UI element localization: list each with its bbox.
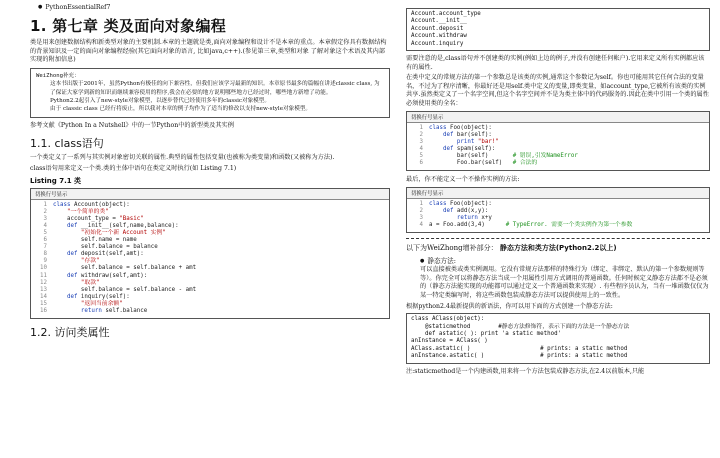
line-number: 6 bbox=[43, 237, 47, 244]
code-line bbox=[407, 208, 709, 215]
line-number: 3 bbox=[43, 215, 47, 222]
code-line bbox=[31, 223, 389, 230]
note-paragraph-3: 由于 classic class 已经行将废止，所以我对本章的例子均作为了适当的修改以支持new-style对象模型。 bbox=[50, 106, 312, 113]
code-text: class Foo(object): bbox=[429, 124, 492, 131]
line-number: 5 bbox=[419, 152, 423, 159]
code-text: def add(x,y): bbox=[429, 207, 489, 214]
right-paragraph-6: 注:staticmethod是一个内建函数,用来将一个方法包装成静态方法,在2.4以前版本,只能 bbox=[406, 367, 645, 375]
line-number: 10 bbox=[40, 265, 47, 272]
line-number: 1 bbox=[43, 201, 47, 208]
line-number: 2 bbox=[419, 131, 423, 138]
note-paragraph-1: 这本书出版于2001年，虽然Python有极佳的向下兼容性，但我们应该学习最新的知识。本章原书最多的篇幅在讲述classic class, 为了保证大家学到新的知识而继续兼容使用的程序,我会在必要的地方说明哪些地方已经过时，哪些地方新增了功能。 bbox=[50, 81, 380, 96]
code-line: anInstance = AClass( ) bbox=[411, 338, 488, 345]
section-1-paragraph-2: class语句用来定义一个类.类的主体中语句在类定义时执行(如 Listing 7.1) bbox=[30, 165, 237, 172]
reference-paragraph: 参考文献《Python In a Nutshell》中的一节Python中的新型类及其实例 bbox=[30, 121, 234, 129]
line-number: 4 bbox=[43, 222, 47, 229]
code-text: def __init__(self,name,balance): bbox=[53, 222, 179, 229]
code-text: a = Foo.add(3,4) # TypeError. 需要一个类实例作为第一个参数 bbox=[429, 222, 633, 229]
note-box bbox=[30, 68, 390, 118]
static-method-bullet: ● 静态方法: bbox=[406, 255, 710, 265]
code-text: def deposit(self,amt): bbox=[53, 251, 144, 258]
code-line: class AClass(object): bbox=[411, 316, 485, 323]
code-block-account-attributes bbox=[406, 8, 710, 51]
code-line bbox=[31, 265, 389, 272]
code-block-foo-bar bbox=[406, 111, 710, 172]
code-text: self.balance = self.balance - amt bbox=[53, 286, 197, 293]
code-line bbox=[31, 244, 389, 251]
line-number: 14 bbox=[40, 293, 47, 300]
toggle-line-numbers-link[interactable]: 切换行号显示 bbox=[407, 188, 709, 199]
code-line bbox=[31, 237, 389, 244]
dashed-separator bbox=[406, 238, 710, 239]
line-number: 13 bbox=[40, 286, 47, 293]
code-line bbox=[31, 258, 389, 265]
code-line bbox=[31, 280, 389, 287]
line-number: 3 bbox=[419, 138, 423, 145]
code-text: "存款" bbox=[53, 258, 100, 265]
code-line bbox=[407, 215, 709, 222]
code-line bbox=[407, 222, 709, 229]
line-number: 15 bbox=[40, 300, 47, 307]
code-line: Account.inquiry bbox=[411, 40, 464, 47]
code-line bbox=[407, 201, 709, 208]
code-line bbox=[407, 139, 709, 146]
code-line: @staticmethod #静态方法修饰符，表示下面的方法是一个静态方法 bbox=[411, 323, 630, 330]
supplement-heading-prefix: 以下为WeiZhong增补部分： bbox=[406, 244, 498, 253]
code-text: def bar(self): bbox=[429, 131, 492, 138]
right-paragraph-5: 根据python2.4最新提供的新语法，你可以用下面的方式创建一个静态方法: bbox=[406, 302, 613, 310]
chapter-title: 1. 第七章 类及面向对象编程 bbox=[30, 17, 227, 35]
code-line bbox=[31, 287, 389, 294]
code-line: Account.account_type bbox=[411, 11, 481, 17]
toggle-line-numbers-link[interactable]: 切换行号显示 bbox=[407, 112, 709, 123]
code-line bbox=[407, 153, 709, 160]
right-paragraph-3: 最后，你不能定义一个不操作实例的方法: bbox=[406, 176, 520, 184]
code-block-static-method bbox=[406, 313, 710, 363]
code-line: Account.__init__ bbox=[411, 18, 467, 25]
code-line bbox=[407, 132, 709, 139]
supplement-heading-title: 静态方法和类方法(Python2.2以上) bbox=[499, 244, 617, 253]
code-block-foo-add bbox=[406, 187, 710, 233]
code-line bbox=[407, 146, 709, 153]
code-line bbox=[31, 216, 389, 223]
right-paragraph-4: 可以直接被类或类实例调用。它没有常规方法那样的特殊行为（绑定、非绑定、默认的第一个参数规则等等）。你完全可以将静态方法当成一个用属性引用方式调用的普通函数。任何时候定义静态方法都不是必须的（静态方法能实现的功能都可以通过定义一个普通函数来实现）. 有些程序员认为，当有一堆函数仅仅为某一特定类编写时，将这些函数包装成静态方法可以提供使用上的一致性。 bbox=[420, 266, 709, 299]
code-line bbox=[407, 160, 709, 167]
code-body bbox=[31, 200, 389, 319]
line-number: 2 bbox=[419, 207, 423, 214]
code-text: "取款" bbox=[53, 279, 100, 286]
code-text: bar(self) # 错误,引发NameError bbox=[429, 152, 578, 159]
code-line bbox=[31, 308, 389, 315]
code-line: Account.deposit bbox=[411, 25, 464, 32]
right-paragraph-2: 在类中定义的常规方法的第一个参数总是该类的实例,通常这个参数记为self。你也可能用其它任何合法的变量名，不过为了程序清晰，你最好还是用self.类中定义的变量,即类变量，如account_type,它被所有该类的实例共享.虽然类定义了一个名字空间,但这个名字空间并不是为类主体中的代码服务的.因此在类中引用一个类的属性必须使用类的全名： bbox=[406, 74, 709, 107]
code-line bbox=[31, 230, 389, 237]
intro-paragraph: 类是用来创建数据结构和新类型对象的主要机制.本章的主题就是类,面向对象编程和设计不是本章的重点。本章假定你具有数据结构的背景知识及一定的面向对象编程经验(其它面向对象的语言, 比如java,c++).(参见第三章,类型和对象 了解对象这个术语及其内部实现的附加信息) bbox=[30, 39, 387, 64]
line-number: 8 bbox=[43, 251, 47, 258]
code-block-listing-7-1 bbox=[30, 188, 390, 320]
line-number: 7 bbox=[43, 244, 47, 251]
section-1-paragraph-1: 一个类定义了一系列与其实例对象密切关联的属性.典型的属性包括变量(也被称为类变量)和函数(又被称为方法). bbox=[30, 154, 335, 162]
code-text: "一个简单的类" bbox=[53, 208, 109, 215]
code-text: Foo.bar(self) # 合法的 bbox=[429, 160, 538, 167]
code-line bbox=[31, 273, 389, 280]
code-text: class Foo(object): bbox=[429, 200, 492, 207]
listing-caption: Listing 7.1 类 bbox=[30, 176, 82, 185]
section-1-title: 1.1. class语句 bbox=[30, 137, 104, 151]
code-text: def inquiry(self): bbox=[53, 293, 130, 300]
line-number: 16 bbox=[40, 308, 47, 314]
line-number: 6 bbox=[419, 160, 423, 167]
right-paragraph-1: 需要注意的是,class语句并不创建类的实例(例如上边的例子,并没有创建任何帐户).它用来定义所有实例都应该有的属性. bbox=[406, 55, 705, 71]
code-text: "返回当前余额" bbox=[53, 300, 123, 307]
code-text: self.balance = balance bbox=[53, 244, 158, 251]
code-text: return x+y bbox=[429, 214, 492, 221]
code-line bbox=[407, 125, 709, 132]
code-line: anInstance.astatic( ) # prints: a static method bbox=[411, 353, 628, 360]
note-author: WeiZhong补充： bbox=[36, 72, 80, 79]
toggle-line-numbers-link[interactable]: 切换行号显示 bbox=[31, 189, 389, 200]
code-text: account_type = "Basic" bbox=[53, 215, 144, 222]
supplement-heading bbox=[406, 243, 710, 253]
code-line: Account.withdraw bbox=[411, 33, 467, 40]
code-line bbox=[31, 202, 389, 209]
line-number: 11 bbox=[40, 272, 47, 279]
code-body bbox=[407, 199, 709, 232]
code-line bbox=[31, 209, 389, 216]
line-number: 3 bbox=[419, 214, 423, 221]
line-number: 4 bbox=[419, 145, 423, 152]
cut-off-line bbox=[406, 0, 710, 6]
code-text: print "bar!" bbox=[429, 138, 499, 145]
code-text: def spam(self): bbox=[429, 145, 496, 152]
code-text: class Account(object): bbox=[53, 201, 130, 208]
note-paragraph-2: Python2.2起引入了new-style对象模型，以逐步替代已经使用多年的classic对象模型。 bbox=[50, 98, 270, 104]
code-line bbox=[31, 301, 389, 308]
code-body bbox=[407, 123, 709, 171]
code-text: "初始化一个新 Account 实例" bbox=[53, 229, 166, 236]
code-line: def astatic( ): print 'a static method' bbox=[411, 330, 562, 337]
code-text: self.balance = self.balance + amt bbox=[53, 265, 197, 272]
line-number: 9 bbox=[43, 258, 47, 265]
left-column bbox=[30, 0, 390, 458]
code-text: return self.balance bbox=[53, 308, 148, 314]
line-number: 4 bbox=[419, 222, 423, 229]
line-number: 1 bbox=[419, 200, 423, 207]
line-number: 5 bbox=[43, 229, 47, 236]
code-text: def withdraw(self,amt): bbox=[53, 272, 148, 279]
line-number: 1 bbox=[419, 124, 423, 131]
line-number: 12 bbox=[40, 279, 47, 286]
code-line bbox=[31, 294, 389, 301]
running-title: ● PythonEssentialRef7 bbox=[30, 4, 390, 11]
section-2-title: 1.2. 访问类属性 bbox=[30, 326, 110, 340]
code-line: AClass.astatic( ) # prints: a static method bbox=[411, 345, 628, 352]
right-column bbox=[406, 0, 710, 458]
code-text: self.name = name bbox=[53, 237, 137, 244]
line-number: 2 bbox=[43, 208, 47, 215]
